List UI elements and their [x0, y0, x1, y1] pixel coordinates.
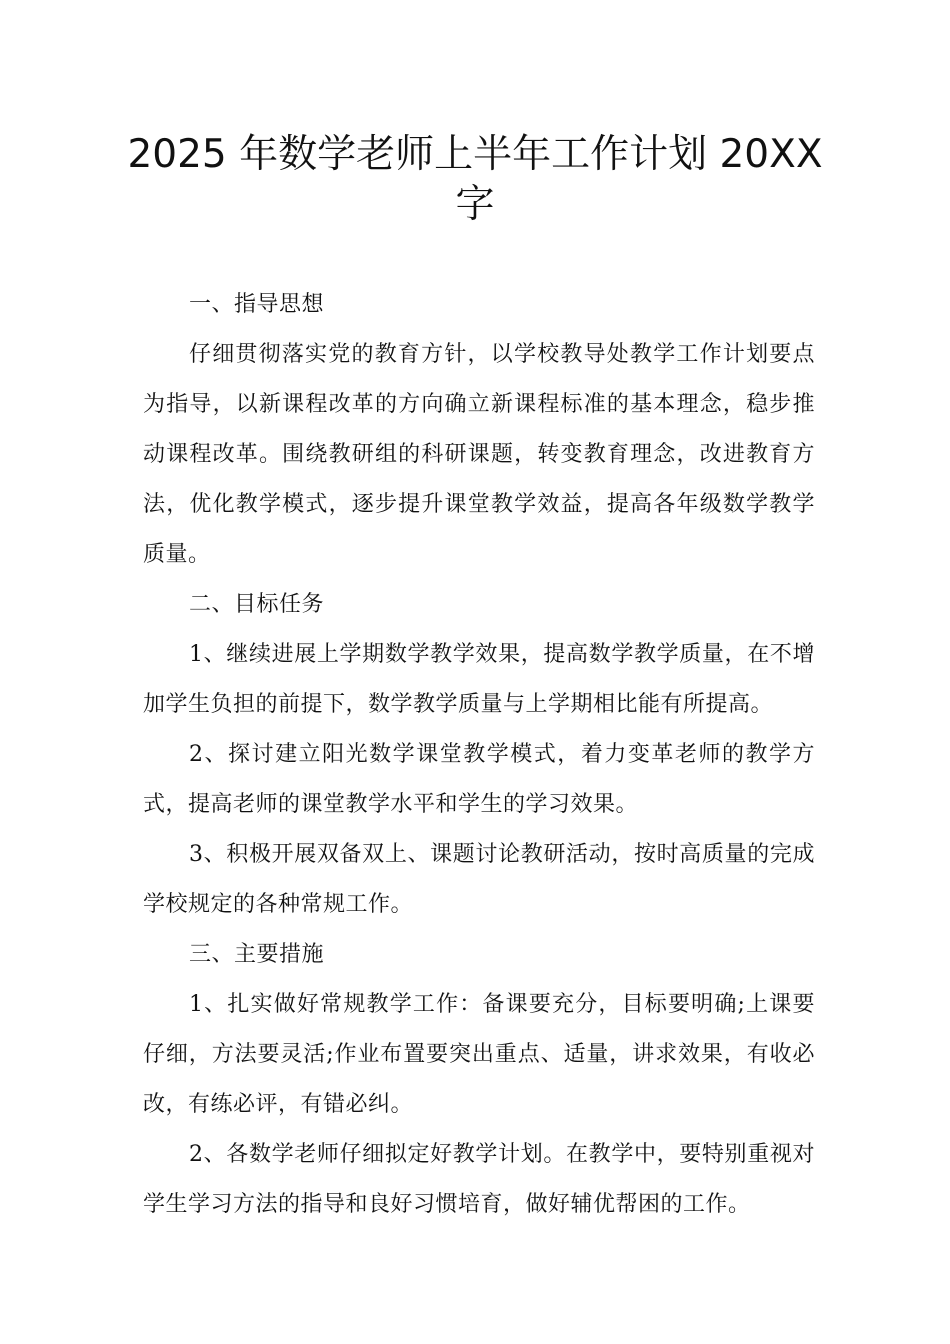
- document-title: 2025 年数学老师上半年工作计划 20XX 字: [127, 132, 823, 227]
- paragraph-measure-2: 2、各数学老师仔细拟定好教学计划。在教学中，要特别重视对学生学习方法的指导和良好习惯培育，做好辅优帮困的工作。: [143, 1142, 815, 1217]
- paragraph-measure-1: 1、扎实做好常规教学工作：备课要充分，目标要明确;上课要仔细，方法要灵活;作业布置要突出重点、适量，讲求效果，有收必改，有练必评，有错必纠。: [143, 992, 815, 1117]
- section-heading-measures: 三、主要措施: [189, 942, 325, 967]
- section-heading-goals: 二、目标任务: [189, 592, 325, 617]
- paragraph-guiding-thought: 仔细贯彻落实党的教育方针，以学校教导处教学工作计划要点为指导，以新课程改革的方向确立新课程标准的基本理念，稳步推动课程改革。围绕教研组的科研课题，转变教育理念，改进教育方法，优化教学模式，逐步提升课堂教学效益，提高各年级数学教学质量。: [143, 342, 815, 567]
- section-heading-guiding-thought: 一、指导思想: [189, 292, 325, 317]
- paragraph-goal-2: 2、探讨建立阳光数学课堂教学模式，着力变革老师的教学方式，提高老师的课堂教学水平和学生的学习效果。: [143, 742, 815, 817]
- paragraph-goal-1: 1、继续进展上学期数学教学效果，提高数学教学质量，在不增加学生负担的前提下，数学教学质量与上学期相比能有所提高。: [143, 642, 815, 717]
- paragraph-goal-3: 3、积极开展双备双上、课题讨论教研活动，按时高质量的完成学校规定的各种常规工作。: [143, 842, 815, 917]
- document-body: [143, 280, 815, 1230]
